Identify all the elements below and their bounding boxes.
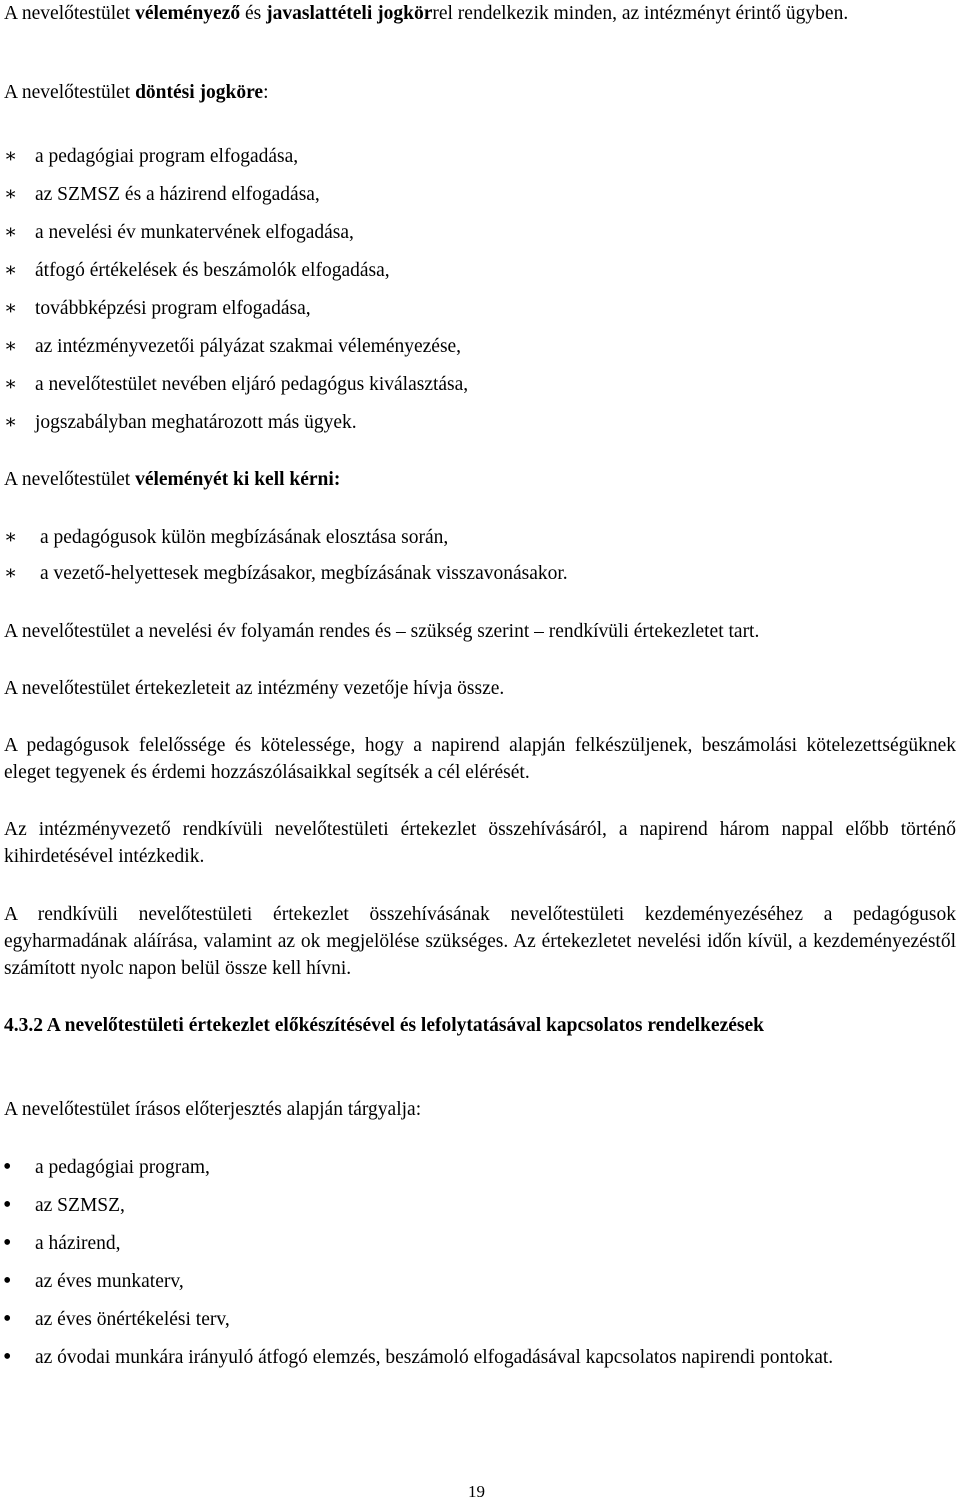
list-item: ∗ a pedagógusok külön megbízásának elosztása során, (4, 524, 956, 560)
list-item: • az óvodai munkára irányuló átfogó elemzés, beszámoló elfogadásával kapcsolatos napirendi pontokat. (3, 1344, 834, 1370)
list-item: ∗ a nevelési év munkatervének elfogadása, (4, 219, 956, 257)
list-item: ∗ a vezető-helyettesek megbízásakor, megbízásának visszavonásakor. (4, 560, 956, 596)
bullet-dot-icon: • (3, 1306, 12, 1332)
section-heading: 4.3.2 A nevelőtestületi értekezlet előkészítésével és lefolytatásával kapcsolatos rendelkezések (4, 1015, 764, 1036)
proposal-list (4, 1154, 956, 1371)
asterisk-bullet-icon: ∗ (4, 260, 18, 281)
list-item: ∗ átfogó értékelések és beszámolók elfogadása, (4, 257, 956, 295)
asterisk-bullet-icon: ∗ (4, 336, 18, 357)
asterisk-bullet-icon: ∗ (4, 298, 18, 319)
bullet-dot-icon: • (3, 1344, 12, 1370)
asterisk-bullet-icon: ∗ (4, 563, 18, 584)
list-item: ∗ jogszabályban meghatározott más ügyek. (4, 409, 956, 447)
opinion-heading: A nevelőtestület véleményét ki kell kérni: (4, 469, 341, 490)
bullet-dot-icon: • (3, 1268, 12, 1294)
decision-rights-heading: A nevelőtestület döntési jogköre: (4, 82, 269, 103)
list-item: • az éves önértékelési terv, (3, 1306, 230, 1332)
decision-rights-list (4, 143, 956, 447)
extraordinary-meeting-paragraph: Az intézményvezető rendkívüli nevelőtestületi értekezlet összehívásáról, a napirend három nappal előbb történő kihirdetésével intézkedik. (4, 819, 956, 867)
list-item: • az SZMSZ, (3, 1192, 125, 1218)
list-item: • a házirend, (3, 1230, 121, 1256)
list-item: ∗ továbbképzési program elfogadása, (4, 295, 956, 333)
intro-paragraph: A nevelőtestület véleményező és javaslattételi jogkörrel rendelkezik minden, az intézményt érintő ügyben. (4, 3, 849, 24)
asterisk-bullet-icon: ∗ (4, 374, 18, 395)
asterisk-bullet-icon: ∗ (4, 527, 18, 548)
asterisk-bullet-icon: ∗ (4, 146, 18, 167)
asterisk-bullet-icon: ∗ (4, 222, 18, 243)
meetings-paragraph: A nevelőtestület a nevelési év folyamán rendes és – szükség szerint – rendkívüli értekezletet tart. (4, 621, 760, 642)
page-number: 19 (468, 1482, 485, 1501)
bullet-dot-icon: • (3, 1230, 12, 1256)
convene-paragraph: A nevelőtestület értekezleteit az intézmény vezetője hívja össze. (4, 678, 505, 699)
asterisk-bullet-icon: ∗ (4, 412, 18, 433)
list-item: • az éves munkaterv, (3, 1268, 184, 1294)
responsibility-paragraph: A pedagógusok felelőssége és kötelessége, hogy a napirend alapján felkészüljenek, beszámolási kötelezettségüknek eleget tegyenek és érdemi hozzászólásaikkal segítsék a cél elérését. (4, 735, 956, 783)
opinion-list (4, 524, 956, 596)
proposal-intro: A nevelőtestület írásos előterjesztés alapján tárgyalja: (4, 1099, 422, 1120)
list-item: ∗ az SZMSZ és a házirend elfogadása, (4, 181, 956, 219)
list-item: ∗ a pedagógiai program elfogadása, (4, 143, 956, 181)
list-item: • a pedagógiai program, (3, 1154, 210, 1180)
list-item: ∗ az intézményvezetői pályázat szakmai véleményezése, (4, 333, 956, 371)
asterisk-bullet-icon: ∗ (4, 184, 18, 205)
bullet-dot-icon: • (3, 1192, 12, 1218)
list-item: ∗ a nevelőtestület nevében eljáró pedagógus kiválasztása, (4, 371, 956, 409)
bullet-dot-icon: • (3, 1154, 12, 1180)
initiative-paragraph: A rendkívüli nevelőtestületi értekezlet összehívásának nevelőtestületi kezdeményezéséhez a pedagógusok egyharmadának aláírása, valamint az ok megjelölése szükséges. Az értekezletet nevelési időn kívül, a kezdeményezéstől számított nyolc napon belül össze kell hívni. (4, 904, 956, 979)
